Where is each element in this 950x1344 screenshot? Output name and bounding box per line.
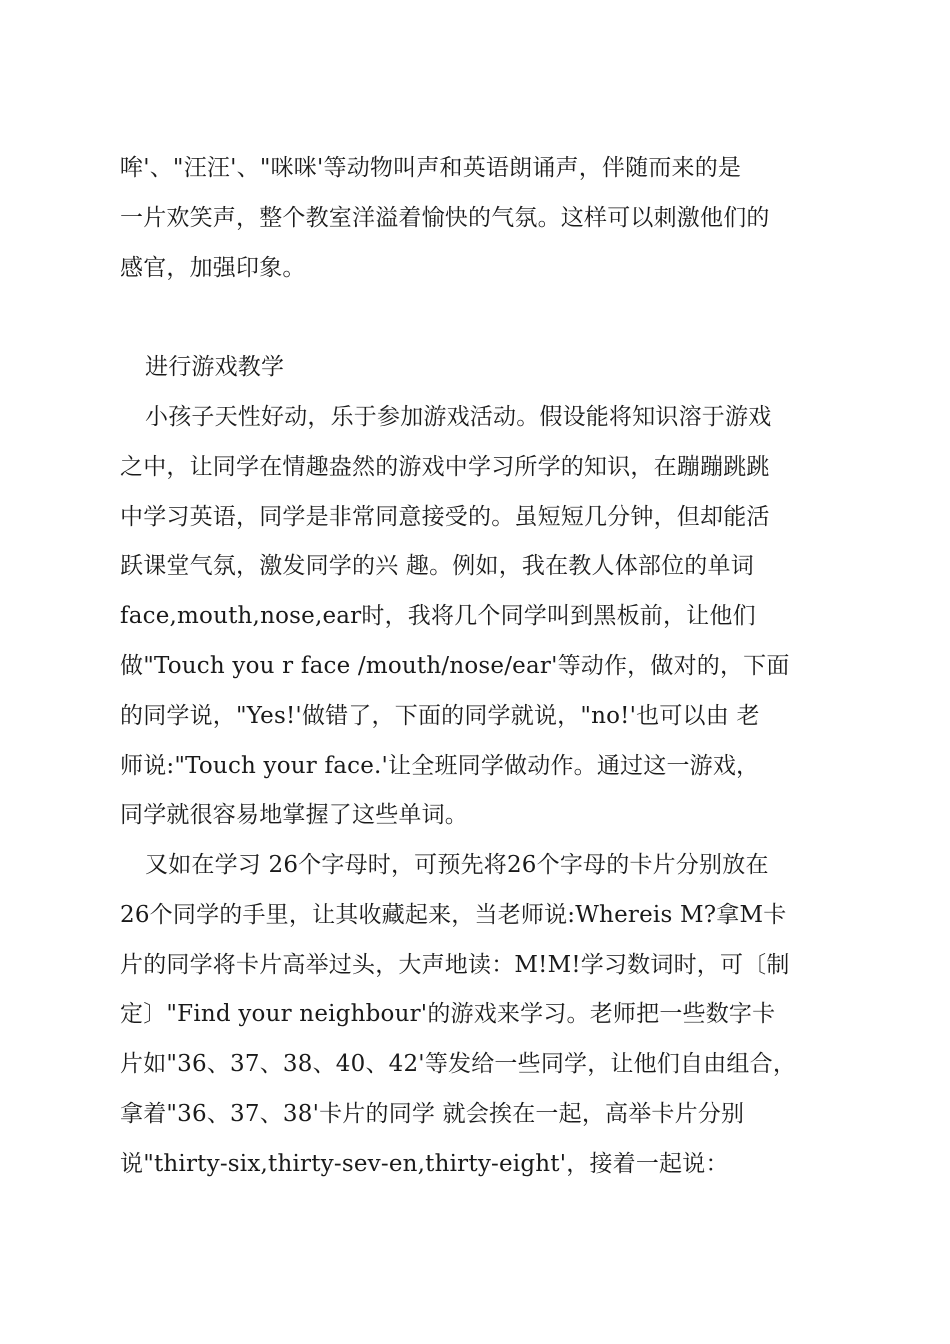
paragraph-line: 说"thirty-six,thirty-sev-en,thirty-eight'，接着一起说：: [120, 1151, 729, 1177]
paragraph-line: 做"Touch you r face /mouth/nose/ear'等动作，做对的，下面: [120, 653, 790, 679]
paragraph-line: 一片欢笑声，整个教室洋溢着愉快的气氛。这样可以刺激他们的: [120, 205, 770, 231]
paragraph-line: 跃课堂气氛，激发同学的兴 趣。例如，我在教人体部位的单词: [120, 553, 754, 579]
paragraph-line: 之中，让同学在情趣盎然的游戏中学习所学的知识，在蹦蹦跳跳: [120, 454, 770, 480]
paragraph-line: 又如在学习 26个字母时，可预先将26个字母的卡片分别放在: [145, 852, 769, 878]
paragraph-line: 片的同学将卡片高举过头，大声地读：M!M!学习数词时，可〔制: [120, 952, 790, 978]
paragraph-line: face,mouth,nose,ear时，我将几个同学叫到黑板前，让他们: [120, 603, 756, 629]
paragraph-line: 拿着"36、37、38'卡片的同学 就会挨在一起，高举卡片分别: [120, 1101, 745, 1127]
paragraph-line: 片如"36、37、38、40、42'等发给一些同学，让他们自由组合，: [120, 1051, 797, 1077]
paragraph-line: 师说:"Touch your face.'让全班同学做动作。通过这一游戏，: [120, 753, 760, 779]
paragraph-line: 26个同学的手里，让其收藏起来，当老师说:Whereis M?拿M卡: [120, 902, 787, 928]
paragraph-line: 感官，加强印象。: [120, 255, 306, 281]
paragraph-line: 中学习英语，同学是非常同意接受的。虽短短几分钟，但却能活: [120, 504, 770, 530]
paragraph-line: 定〕"Find your neighbour'的游戏来学习。老师把一些数字卡: [120, 1001, 776, 1027]
paragraph-line: 同学就很容易地掌握了这些单词。: [120, 802, 468, 828]
section-heading: 进行游戏教学: [145, 354, 285, 380]
paragraph-line: 小孩子天性好动，乐于参加游戏活动。假设能将知识溶于游戏: [145, 404, 772, 430]
paragraph-line: 的同学说，"Yes!'做错了，下面的同学就说，"no!'也可以由 老: [120, 703, 760, 729]
paragraph-line: 哞'、"汪汪'、"咪咪'等动物叫声和英语朗诵声，伴随而来的是: [120, 155, 742, 181]
